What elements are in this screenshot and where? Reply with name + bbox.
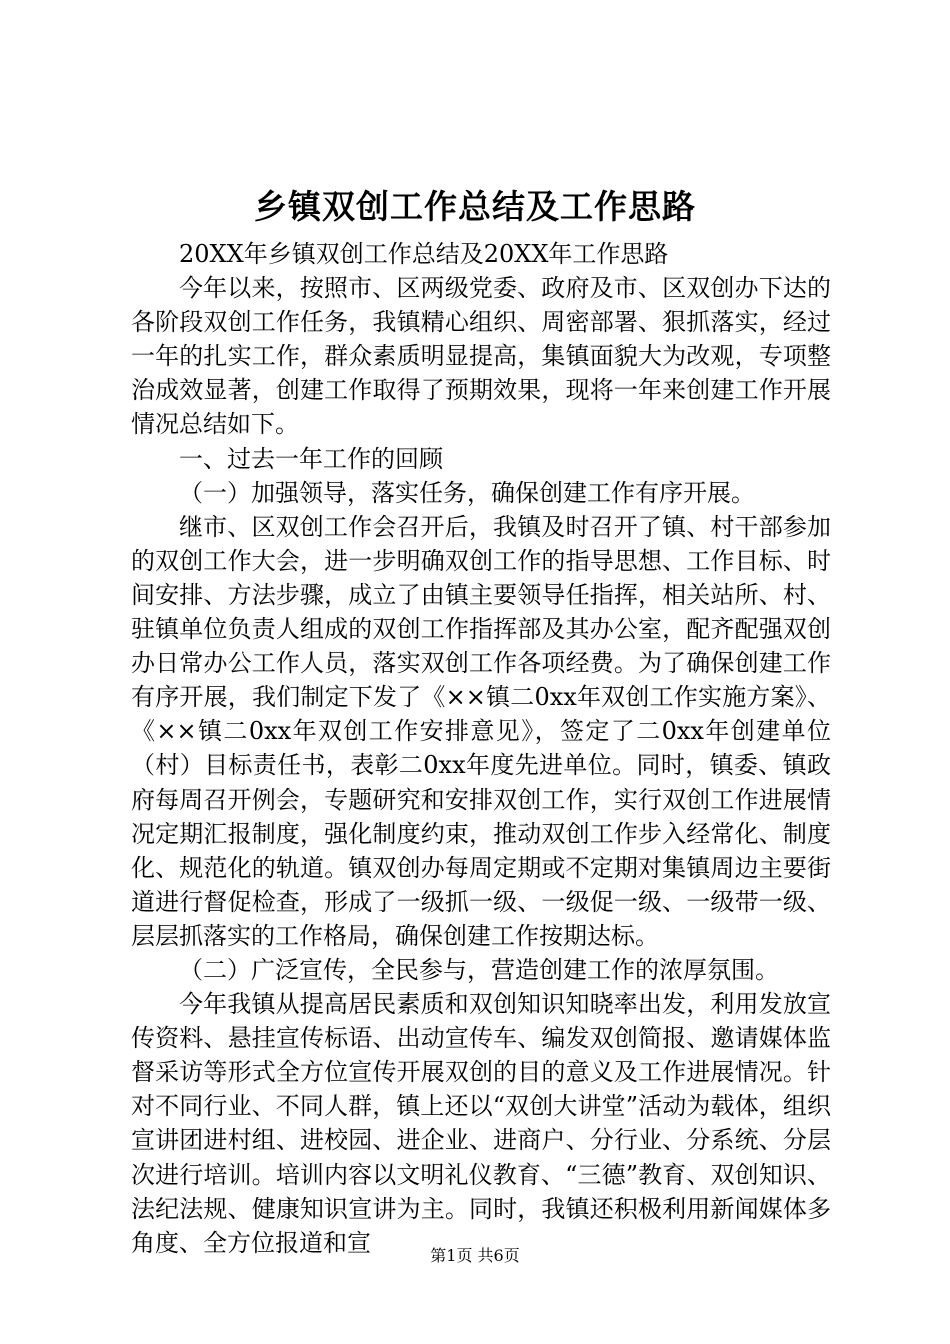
body-paragraph: 继市、区双创工作会召开后，我镇及时召开了镇、村干部参加的双创工作大会，进一步明确双创工作的指导思想、工作目标、时间安排、方法步骤，成立了由镇主要领导任指挥，相关站所、村、驻镇单位负责人组成的双创工作指挥部及其办公室，配齐配强双创办日常办公工作人员，落实双创工作各项经费。为了确保创建工作有序开展，我们制定下发了《××镇二0xx年双创工作实施方案》、《××镇二0xx年双创工作安排意见》，签定了二0xx年创建单位（村）目标责任书，表彰二0xx年度先进单位。同时，镇委、镇政府每周召开例会，专题研究和安排双创工作，实行双创工作进展情况定期汇报制度，强化制度约束，推动双创工作步入经常化、制度化、规范化的轨道。镇双创办每周定期或不定期对集镇周边主要街道进行督促检查，形成了一级抓一级、一级促一级、一级带一级、层层抓落实的工作格局，确保创建工作按期达标。: [131, 512, 831, 950]
intro-paragraph: 今年以来，按照市、区两级党委、政府及市、区双创办下达的各阶段双创工作任务，我镇精心组织、周密部署、狠抓落实，经过一年的扎实工作，群众素质明显提高，集镇面貌大为改观，专项整治成效显著，创建工作取得了预期效果，现将一年来创建工作开展情况总结如下。: [131, 274, 831, 439]
subsection-heading: （二）广泛宣传，全民参与，营造创建工作的浓厚氛围。: [179, 955, 779, 984]
document-body: [131, 237, 831, 1260]
subtitle-paragraph: 20XX年乡镇双创工作总结及20XX年工作思路: [179, 240, 669, 268]
page-footer: 第1页 共6页: [430, 1246, 520, 1265]
document-title: 乡镇双创工作总结及工作思路: [254, 187, 696, 226]
section-heading: 一、过去一年工作的回顾: [179, 444, 443, 473]
body-paragraph: 今年我镇从提高居民素质和双创知识知晓率出发，利用发放宣传资料、悬挂宣传标语、出动宣传车、编发双创简报、邀请媒体监督采访等形式全方位宣传开展双创的目的意义及工作进展情况。针对不同行业、不同人群，镇上还以“双创大讲堂”活动为载体，组织宣讲团进村组、进校园、进企业、进商户、分行业、分系统、分层次进行培训。培训内容以文明礼仪教育、“三德”教育、双创知识、法纪法规、健康知识宣讲为主。同时，我镇还积极利用新闻媒体多角度、全方位报道和宣: [131, 990, 831, 1257]
subsection-heading: （一）加强领导，落实任务，确保创建工作有序开展。: [179, 478, 755, 507]
